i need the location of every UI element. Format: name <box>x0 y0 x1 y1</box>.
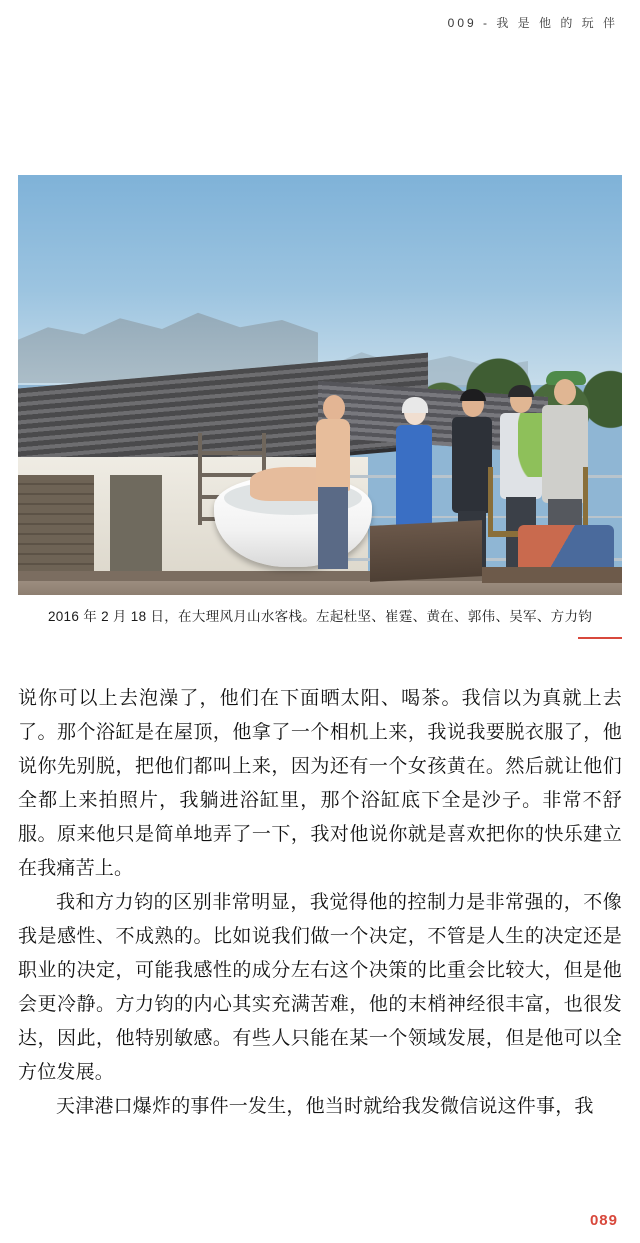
brick-wall <box>18 475 94 579</box>
person-hair <box>402 397 428 413</box>
person-body <box>452 417 492 513</box>
paragraph: 我和方力钧的区别非常明显，我觉得他的控制力是非常强的，不像我是感性、不成熟的。比如说我们做一个决定，不管是人生的决定还是职业的决定，可能我感性的成分左右这个决策的比重会比较大，但是他会更冷静。方力钧的内心其实充满苦难，他的末梢神经很丰富，也很发达，因此，他特别敏感。有些人只能在某一个领域发展，但是他可以全方位发展。 <box>18 892 622 1083</box>
folded-clothes <box>518 525 614 573</box>
figure <box>18 175 622 639</box>
wooden-plank <box>482 567 622 583</box>
wooden-bench <box>370 520 482 582</box>
person-legs <box>318 487 348 569</box>
doorway <box>110 475 162 571</box>
paragraph: 天津港口爆炸的事件一发生，他当时就给我发微信说这件事，我 <box>56 1096 594 1117</box>
photograph <box>18 175 622 595</box>
person-head <box>323 395 345 421</box>
person-head <box>554 379 576 405</box>
person-body <box>316 419 350 491</box>
running-head: 009 - 我 是 他 的 玩 伴 <box>447 16 618 30</box>
body-text <box>18 682 622 1124</box>
page-number: 089 <box>589 1212 618 1229</box>
caption-rule <box>578 637 622 639</box>
figure-caption: 2016 年 2 月 18 日，在大理风月山水客栈。左起杜坚、崔霆、黄在、郭伟、吴军、方力钧 <box>47 609 593 624</box>
paragraph: 说你可以上去泡澡了，他们在下面晒太阳、喝茶。我信以为真就上去了。那个浴缸是在屋顶，他拿了一个相机上来，我说我要脱衣服了，他说你先别脱，把他们都叫上来，因为还有一个女孩黄在。然后就让他们全都上来拍照片，我躺进浴缸里，那个浴缸底下全是沙子。非常不舒服。原来他只是简单地弄了一下，我对他说你就是喜欢把你的快乐建立在我痛苦上。 <box>18 688 622 879</box>
